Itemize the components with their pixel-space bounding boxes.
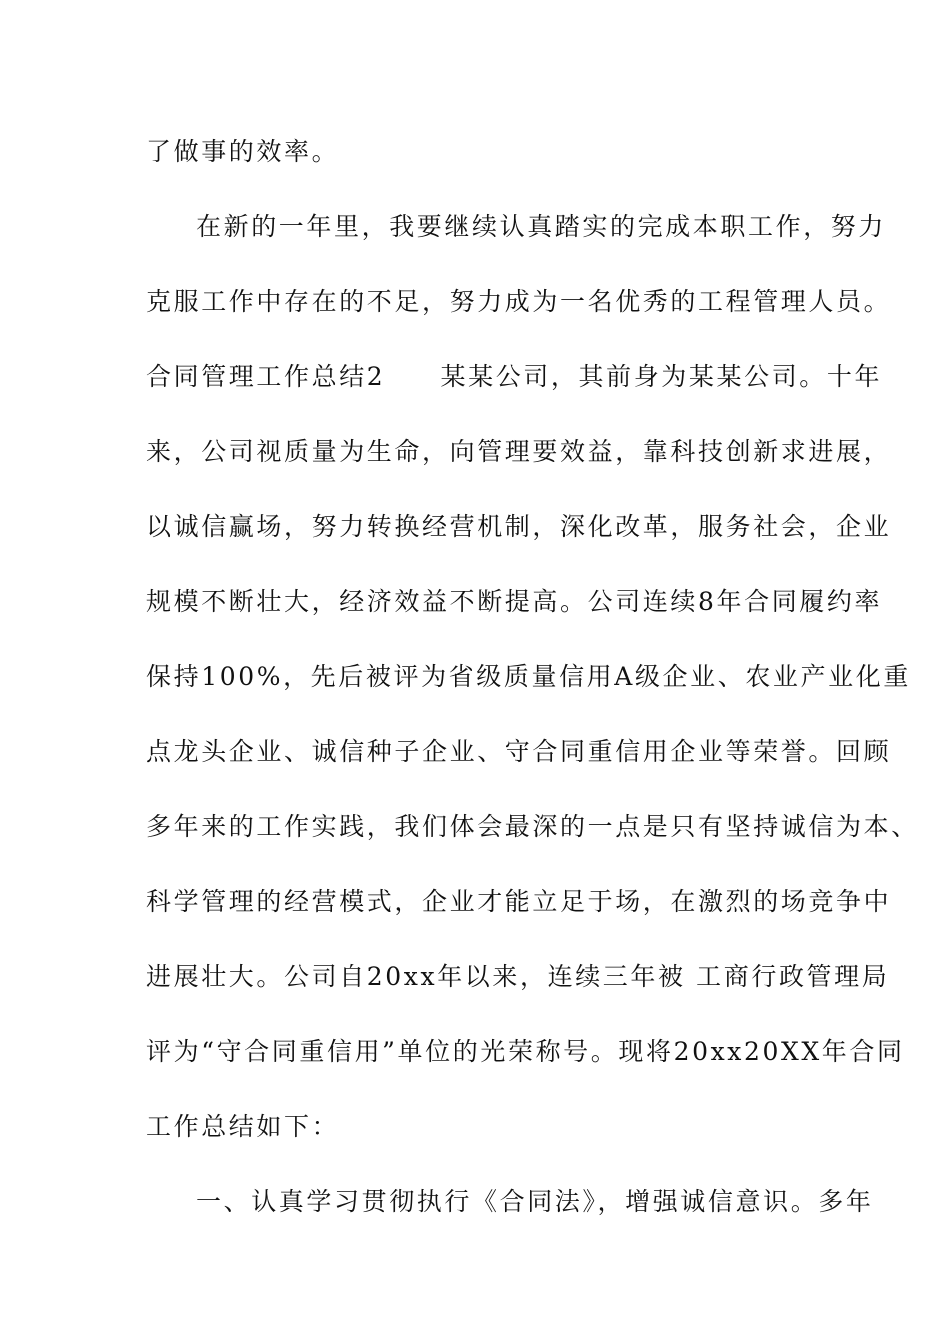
- paragraph-line: 一、认真学习贯彻执行《合同法》，增强诚信意识。多年: [196, 1187, 874, 1216]
- paragraph-line: 在新的一年里，我要继续认真踏实的完成本职工作，努力: [196, 212, 887, 241]
- paragraph-line: 了做事的效率。: [146, 137, 340, 166]
- paragraph-line: 规模不断壮大，经济效益不断提高。公司连续8年合同履约率: [146, 587, 883, 616]
- paragraph-line: 进展壮大。公司自20xx年以来，连续三年被 工商行政管理局: [146, 962, 890, 991]
- paragraph-line: 克服工作中存在的不足，努力成为一名优秀的工程管理人员。: [146, 287, 892, 316]
- paragraph-line: 评为“守合同重信用”单位的光荣称号。现将20xx20XX年合同: [146, 1037, 905, 1066]
- section-heading-line: 合同管理工作总结2 某某公司，其前身为某某公司。十年: [146, 362, 883, 391]
- paragraph-line: 科学管理的经营模式，企业才能立足于场，在激烈的场竞争中: [146, 887, 892, 916]
- paragraph-line: 保持100%，先后被评为省级质量信用A级企业、农业产业化重: [146, 662, 911, 691]
- paragraph-line: 以诚信赢场，努力转换经营机制，深化改革，服务社会，企业: [146, 512, 892, 541]
- paragraph-line: 点龙头企业、诚信种子企业、守合同重信用企业等荣誉。回顾: [146, 737, 892, 766]
- paragraph-line: 来，公司视质量为生命，向管理要效益，靠科技创新求进展，: [146, 437, 892, 466]
- paragraph-line: 多年来的工作实践，我们体会最深的一点是只有坚持诚信为本、: [146, 812, 919, 841]
- paragraph-line: 工作总结如下：: [146, 1112, 340, 1141]
